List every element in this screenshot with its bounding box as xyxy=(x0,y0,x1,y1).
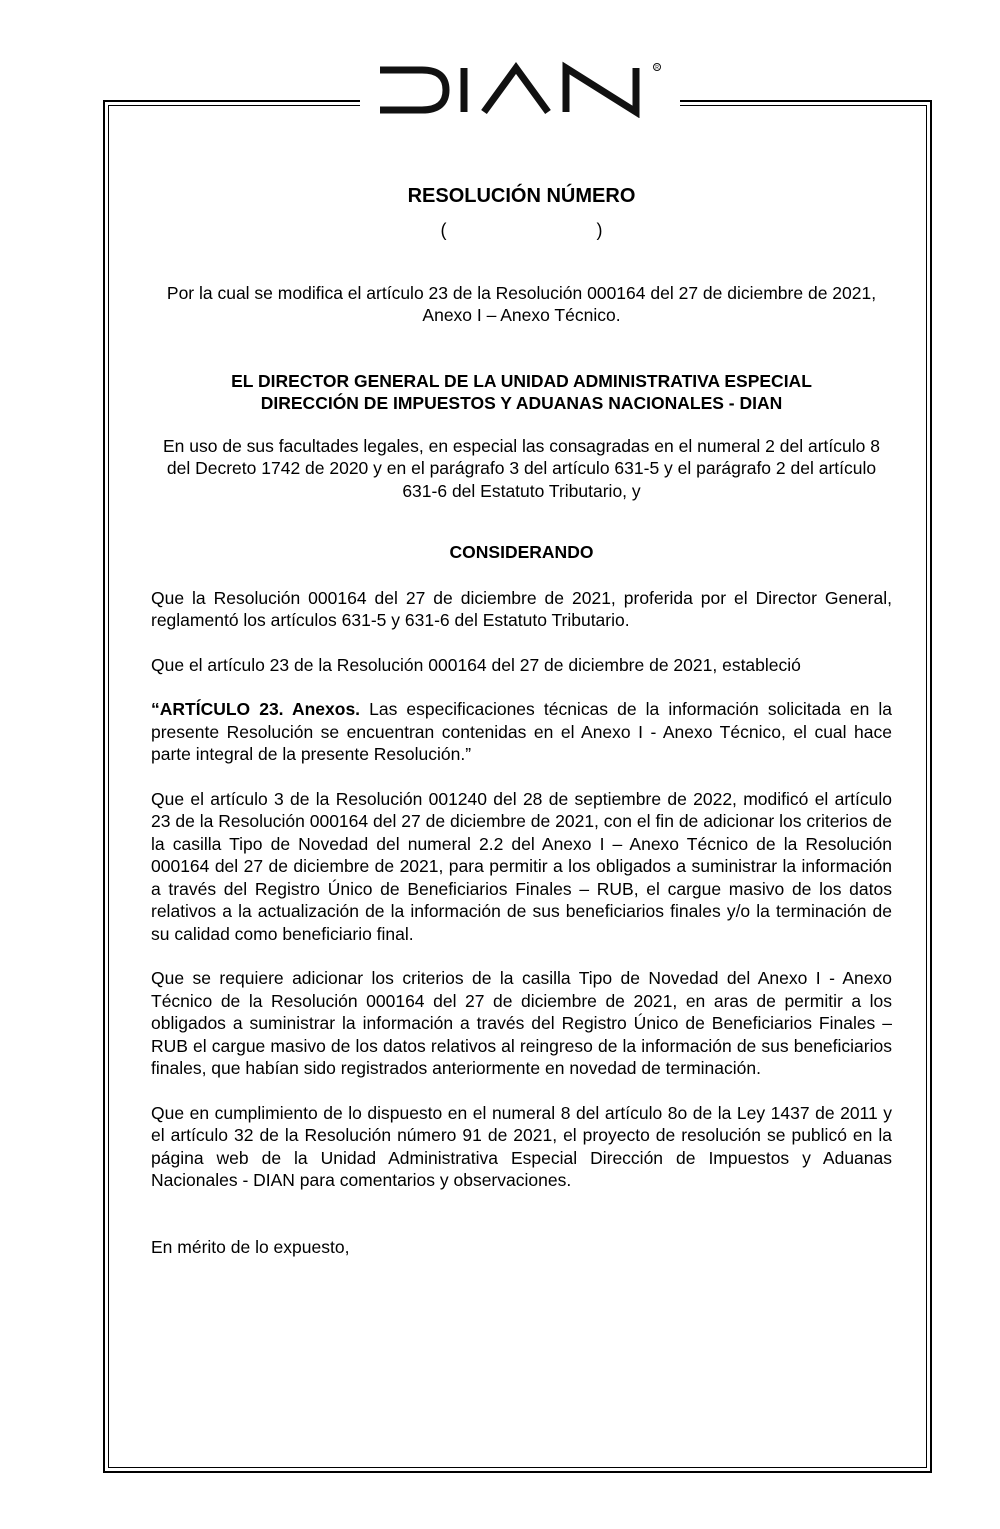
considerando-paragraph-4: Que el artículo 3 de la Resolución 001240 del 28 de septiembre de 2022, modificó el artículo 23 de la Resolución 000164 del 27 de diciembre de 2021, con el fin de adicionar los criterios de la casilla Tipo de Novedad del numeral 2.2 del Anexo I – Anexo Técnico de la Resolución 000164 del 27 de diciembre de 2021, para permitir a los obligados a suministrar la información a través del Registro Único de Beneficiarios Finales – RUB, el cargue masivo de los datos relativos a la actualización de la información de sus beneficiarios finales y/o la terminación de su calidad como beneficiario final. xyxy=(151,788,892,944)
closing-phrase: En mérito de lo expuesto, xyxy=(151,1236,350,1257)
considerando-paragraph-2: Que el artículo 23 de la Resolución 000164 del 27 de diciembre de 2021, estableció xyxy=(151,654,801,675)
considerando-paragraph-1: Que la Resolución 000164 del 27 de diciembre de 2021, proferida por el Director General, reglamentó los artículos 631-5 y 631-6 del Estatuto Tributario. xyxy=(151,587,892,630)
article-23-text: Las especificaciones técnicas de la información solicitada en la presente Resolución se encuentran contenidas en el Anexo I - Anexo Técnico, el cual hace parte integral de la presente Resolución.” xyxy=(151,699,892,764)
authority-line-1: EL DIRECTOR GENERAL DE LA UNIDAD ADMINISTRATIVA ESPECIAL xyxy=(231,370,812,391)
dian-logo xyxy=(360,58,680,118)
number-close-paren: ) xyxy=(596,220,603,240)
document-body xyxy=(151,183,892,1258)
article-23-heading: “ARTÍCULO 23. Anexos. xyxy=(151,699,361,719)
considerando-heading: CONSIDERANDO xyxy=(449,542,594,562)
quoted-article-23 xyxy=(151,698,892,766)
dian-logo-graphic xyxy=(360,58,680,118)
considerando-paragraph-6: Que en cumplimiento de lo dispuesto en el numeral 8 del artículo 8o de la Ley 1437 de 2011 y el artículo 32 de la Resolución número 91 de 2021, el proyecto de resolución se publicó en la página web de la Unidad Administrativa Especial Dirección de Impuestos y Aduanas Nacionales - DIAN para comentarios y observaciones. xyxy=(151,1102,892,1190)
svg-text:R: R xyxy=(655,65,659,72)
document-subject: Por la cual se modifica el artículo 23 de la Resolución 000164 del 27 de diciembre de 2021, Anexo I – Anexo Técnico. xyxy=(166,282,877,325)
document-title: RESOLUCIÓN NÚMERO xyxy=(407,185,636,207)
number-open-paren: ( xyxy=(440,220,447,240)
authority-line-2: DIRECCIÓN DE IMPUESTOS Y ADUANAS NACIONALES - DIAN xyxy=(260,393,783,413)
faculties-paragraph: En uso de sus facultades legales, en especial las consagradas en el numeral 2 del artículo 8 del Decreto 1742 de 2020 y en el parágrafo 3 del artículo 631-5 y el parágrafo 2 del artículo 631-6 del Estatuto Tributario, y xyxy=(163,435,880,501)
resolution-number xyxy=(151,219,892,242)
considerando-paragraph-5: Que se requiere adicionar los criterios de la casilla Tipo de Novedad del Anexo I - Anexo Técnico de la Resolución 000164 del 27 de diciembre de 2021, en aras de permitir a los obligados a suministrar la información a través del Registro Único de Beneficiarios Finales – RUB el cargue masivo de los datos relativos al reingreso de la información de sus beneficiarios finales, que habían sido registrados anteriormente en novedad de terminación. xyxy=(151,968,892,1078)
authority-block xyxy=(151,370,892,415)
